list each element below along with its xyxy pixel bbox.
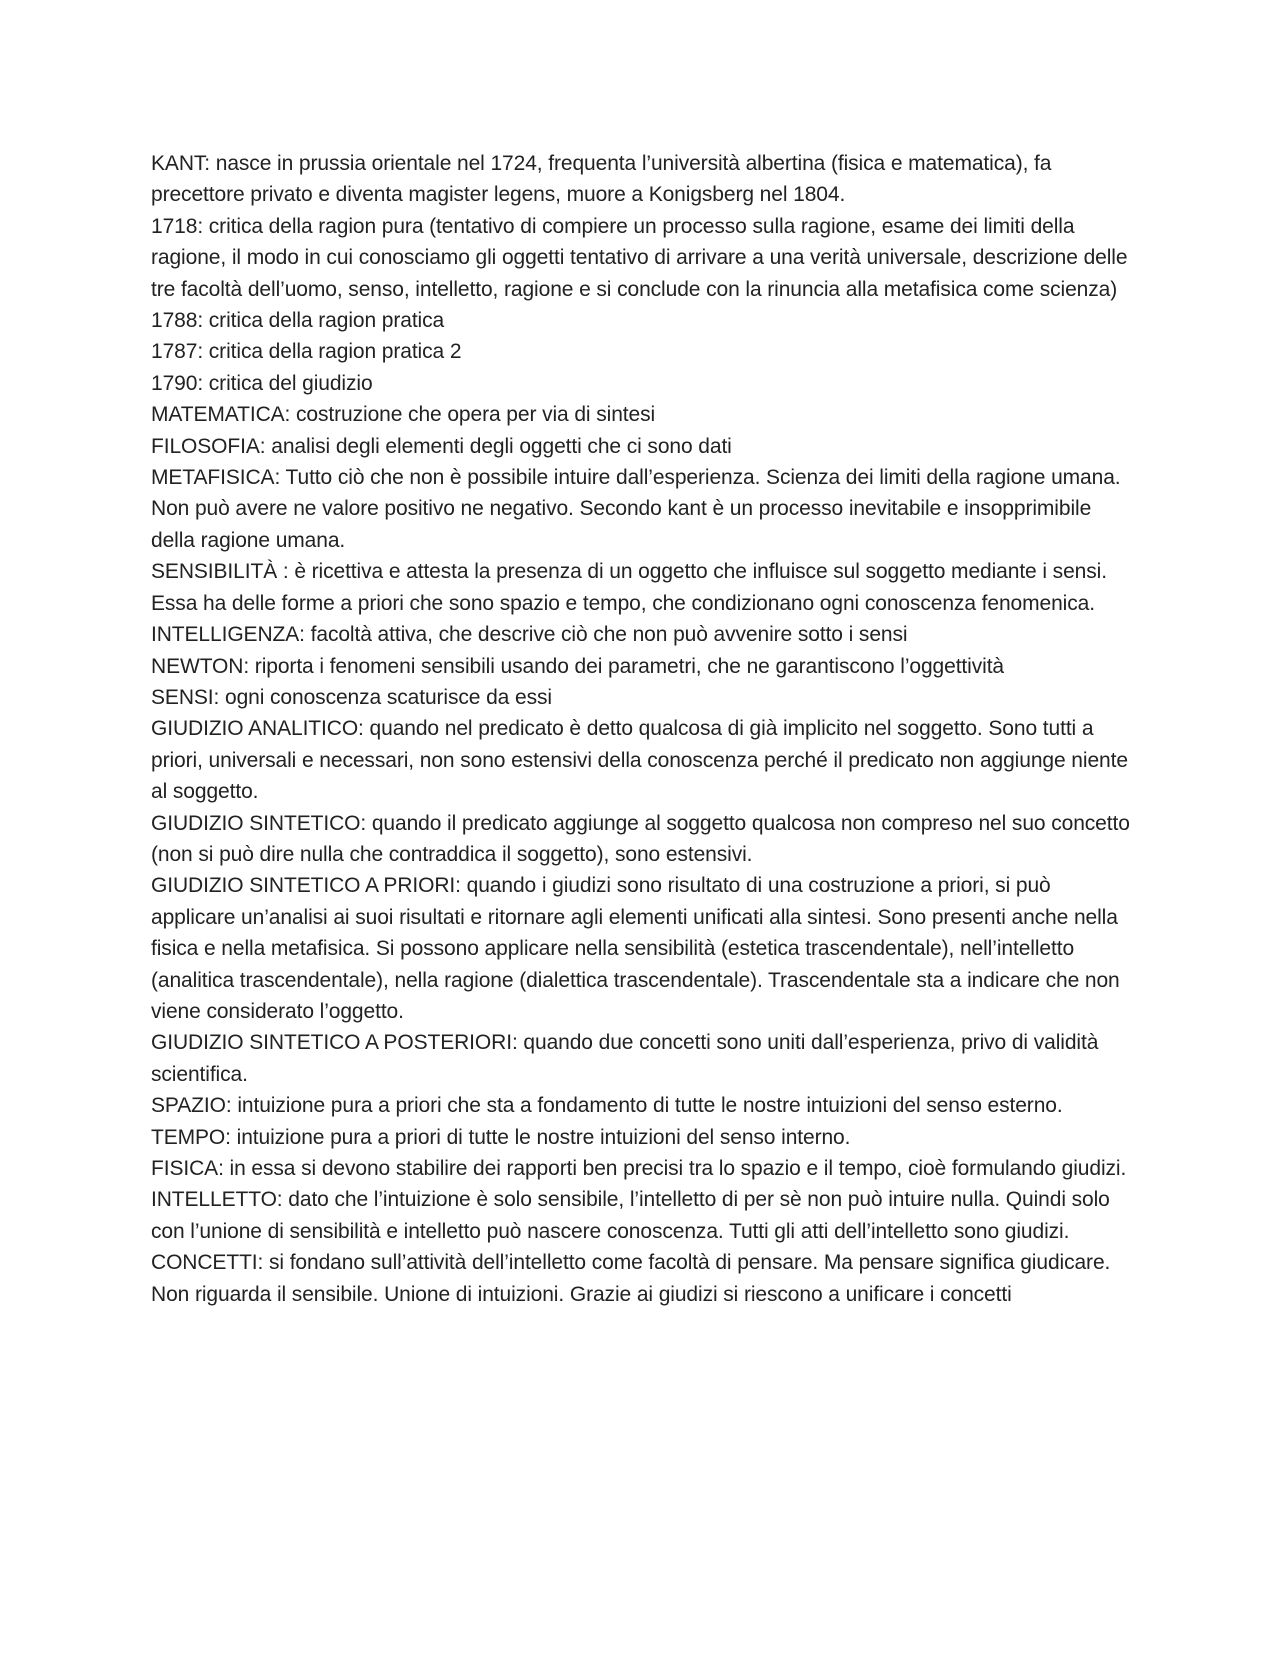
paragraph-intelligenza: INTELLIGENZA: facoltà attiva, che descrive ciò che non può avvenire sotto i sensi (151, 623, 908, 647)
paragraph-sensibilita: SENSIBILITÀ : è ricettiva e attesta la presenza di un oggetto che influisce sul soggetto mediante i sensi. Essa ha delle forme a priori che sono spazio e tempo, che condizionano ogni conoscenza fenomenica. (151, 560, 1107, 615)
paragraph-intelletto: INTELLETTO: dato che l’intuizione è solo sensibile, l’intelletto di per sè non può intuire nulla. Quindi solo con l’unione di sensibilità e intelletto può nascere conoscenza. Tutti gli atti dell’intelletto sono giudizi. (151, 1188, 1110, 1243)
paragraph-giudizio-sintetico-a-posteriori: GIUDIZIO SINTETICO A POSTERIORI: quando due concetti sono uniti dall’esperienza, privo di validità scientifica. (151, 1031, 1099, 1086)
paragraph-critica-ragion-pratica-2: 1787: critica della ragion pratica 2 (151, 340, 462, 364)
paragraph-newton: NEWTON: riporta i fenomeni sensibili usando dei parametri, che ne garantiscono l’oggettività (151, 654, 1005, 678)
paragraph-spazio: SPAZIO: intuizione pura a priori che sta a fondamento di tutte le nostre intuizioni del senso esterno. (151, 1094, 1063, 1118)
paragraph-metafisica: METAFISICA: Tutto ciò che non è possibile intuire dall’esperienza. Scienza dei limiti della ragione umana. Non può avere ne valore positivo ne negativo. Secondo kant è un processo inevitabile e insopprimibile della ragione umana. (151, 466, 1121, 552)
paragraph-kant-bio: KANT: nasce in prussia orientale nel 1724, frequenta l’università albertina (fisica e matematica), fa precettore privato e diventa magister legens, muore a Konigsberg nel 1804. (151, 152, 1052, 207)
paragraph-fisica: FISICA: in essa si devono stabilire dei rapporti ben precisi tra lo spazio e il tempo, cioè formulando giudizi. (151, 1157, 1127, 1180)
paragraph-matematica: MATEMATICA: costruzione che opera per via di sintesi (151, 403, 656, 427)
document-body (151, 148, 1136, 1310)
paragraph-sensi: SENSI: ogni conoscenza scaturisce da essi (151, 685, 552, 709)
paragraph-concetti: CONCETTI: si fondano sull’attività dell’intelletto come facoltà di pensare. Ma pensare significa giudicare. Non riguarda il sensibile. Unione di intuizioni. Grazie ai giudizi si riescono a unificare i concetti (151, 1251, 1111, 1306)
paragraph-giudizio-sintetico-a-priori: GIUDIZIO SINTETICO A PRIORI: quando i giudizi sono risultato di una costruzione a priori, si può applicare un’analisi ai suoi risultati e ritornare agli elementi unificati alla sintesi. Sono presenti anche nella fisica e nella metafisica. Si possono applicare nella sensibilità (estetica trascendentale), nell’intelletto (analitica trascendentale), nella ragione (dialettica trascendentale). Trascendentale sta a indicare che non viene considerato l’oggetto. (151, 874, 1120, 1023)
paragraph-filosofia: FILOSOFIA: analisi degli elementi degli oggetti che ci sono dati (151, 434, 732, 458)
paragraph-giudizio-sintetico: GIUDIZIO SINTETICO: quando il predicato aggiunge al soggetto qualcosa non compreso nel suo concetto (non si può dire nulla che contraddica il soggetto), sono estensivi. (151, 811, 1130, 866)
paragraph-critica-ragion-pratica: 1788: critica della ragion pratica (151, 309, 445, 333)
paragraph-critica-giudizio: 1790: critica del giudizio (151, 371, 373, 395)
paragraph-giudizio-analitico: GIUDIZIO ANALITICO: quando nel predicato è detto qualcosa di già implicito nel soggetto. Sono tutti a priori, universali e necessari, non sono estensivi della conoscenza perché il predicato non aggiunge niente al soggetto. (151, 717, 1128, 804)
paragraph-critica-ragion-pura: 1718: critica della ragion pura (tentativo di compiere un processo sulla ragione, esame dei limiti della ragione, il modo in cui conosciamo gli oggetti tentativo di arrivare a una verità universale, descrizione delle tre facoltà dell’uomo, senso, intelletto, ragione e si conclude con la rinuncia alla metafisica come scienza) (151, 214, 1128, 301)
paragraph-tempo: TEMPO: intuizione pura a priori di tutte le nostre intuizioni del senso interno. (151, 1125, 851, 1149)
